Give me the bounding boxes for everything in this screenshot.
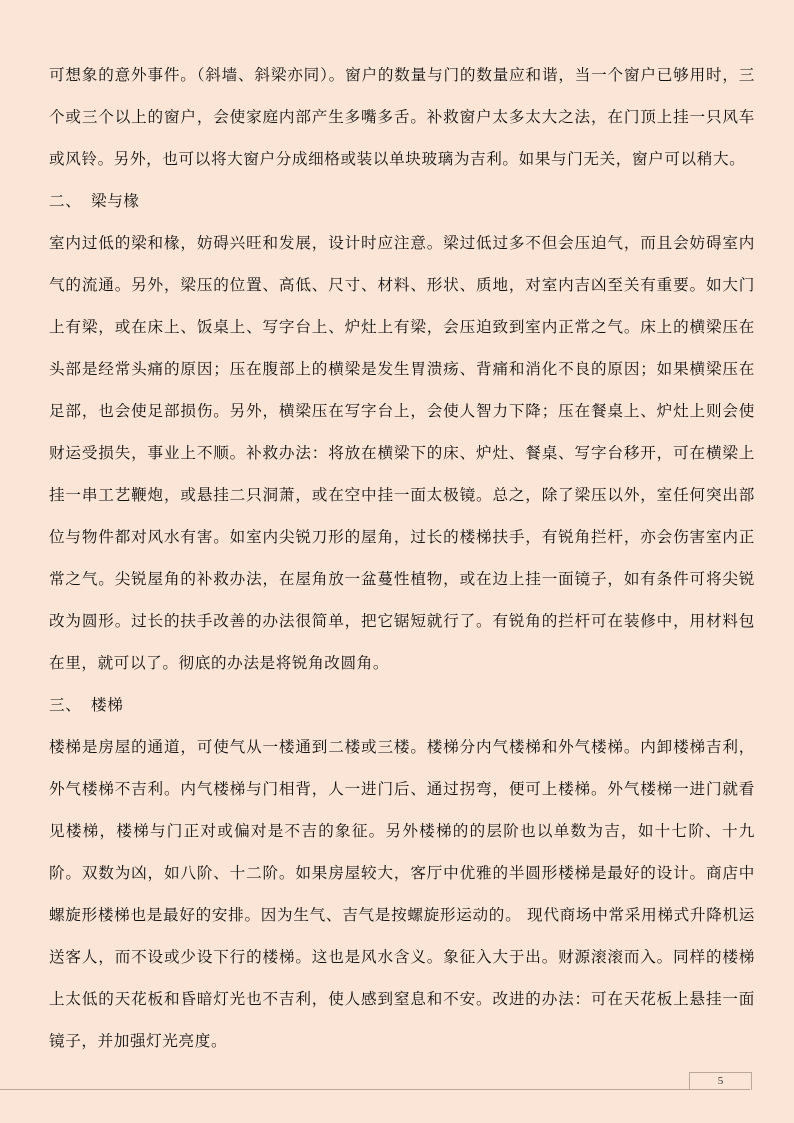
section-title: 梁与椽 xyxy=(91,192,140,210)
document-body xyxy=(49,54,755,1062)
paragraph-windows-end: 可想象的意外事件。（斜墙、斜梁亦同）。窗户的数量与门的数量应和谐，当一个窗户已够用时，三个或三个以上的窗户，会使家庭内部产生多嘴多舌。补救窗户太多太大之法，在门顶上挂一只风车或风铃。另外，也可以将大窗户分成细格或装以单块玻璃为吉利。如果与门无关，窗户可以稍大。 xyxy=(49,66,755,168)
section-number: 三、 xyxy=(49,696,82,714)
section-title: 楼梯 xyxy=(91,696,124,714)
section-heading-beams xyxy=(49,180,755,222)
paragraph-beams: 室内过低的梁和椽，妨碍兴旺和发展，设计时应注意。梁过低过多不但会压迫气，而且会妨碍室内气的流通。另外，梁压的位置、高低、尺寸、材料、形状、质地，对室内吉凶至关有重要。如大门上有梁，或在床上、饭桌上、写字台上、炉灶上有梁，会压迫致到室内正常之气。床上的横梁压在头部是经常头痛的原因；压在腹部上的横梁是发生胃溃疡、背痛和消化不良的原因；如果横梁压在足部，也会使足部损伤。另外，横梁压在写字台上，会使人智力下降；压在餐桌上、炉灶上则会使财运受损失，事业上不顺。补救办法：将放在横梁下的床、炉灶、餐桌、写字台移开，可在横梁上挂一串工艺鞭炮，或悬挂二只洞萧，或在空中挂一面太极镜。总之，除了梁压以外，室任何突出部位与物件都对风水有害。如室内尖锐刀形的屋角，过长的楼梯扶手，有锐角拦杆，亦会伤害室内正常之气。尖锐屋角的补救办法，在屋角放一盆蔓性植物，或在边上挂一面镜子，如有条件可将尖锐改为圆形。过长的扶手改善的办法很简单，把它锯短就行了。有锐角的拦杆可在装修中，用材料包在里，就可以了。彻底的办法是将锐角改圆角。 xyxy=(49,234,755,672)
section-number: 二、 xyxy=(49,192,82,210)
section-heading-stairs xyxy=(49,684,755,726)
page-number: 5 xyxy=(689,1072,752,1090)
paragraph-stairs: 楼梯是房屋的通道，可使气从一楼通到二楼或三楼。楼梯分内气楼梯和外气楼梯。内卸楼梯吉利，外气楼梯不吉利。内气楼梯与门相背，人一进门后、通过拐弯，便可上楼梯。外气楼梯一进门就看见楼梯，楼梯与门正对或偏对是不吉的象征。另外楼梯的的层阶也以单数为吉，如十七阶、十九阶。双数为凶，如八阶、十二阶。如果房屋较大，客厅中优雅的半圆形楼梯是最好的设计。商店中螺旋形楼梯也是最好的安排。因为生气、吉气是按螺旋形运动的。 现代商场中常采用梯式升降机运送客人，而不设或少设下行的楼梯。这也是风水含义。象征入大于出。财源滚滚而入。同样的楼梯上太低的天花板和昏暗灯光也不吉利，使人感到窒息和不安。改进的办法：可在天花板上悬挂一面镜子，并加强灯光亮度。 xyxy=(49,738,755,1050)
footer-divider xyxy=(0,1089,750,1090)
